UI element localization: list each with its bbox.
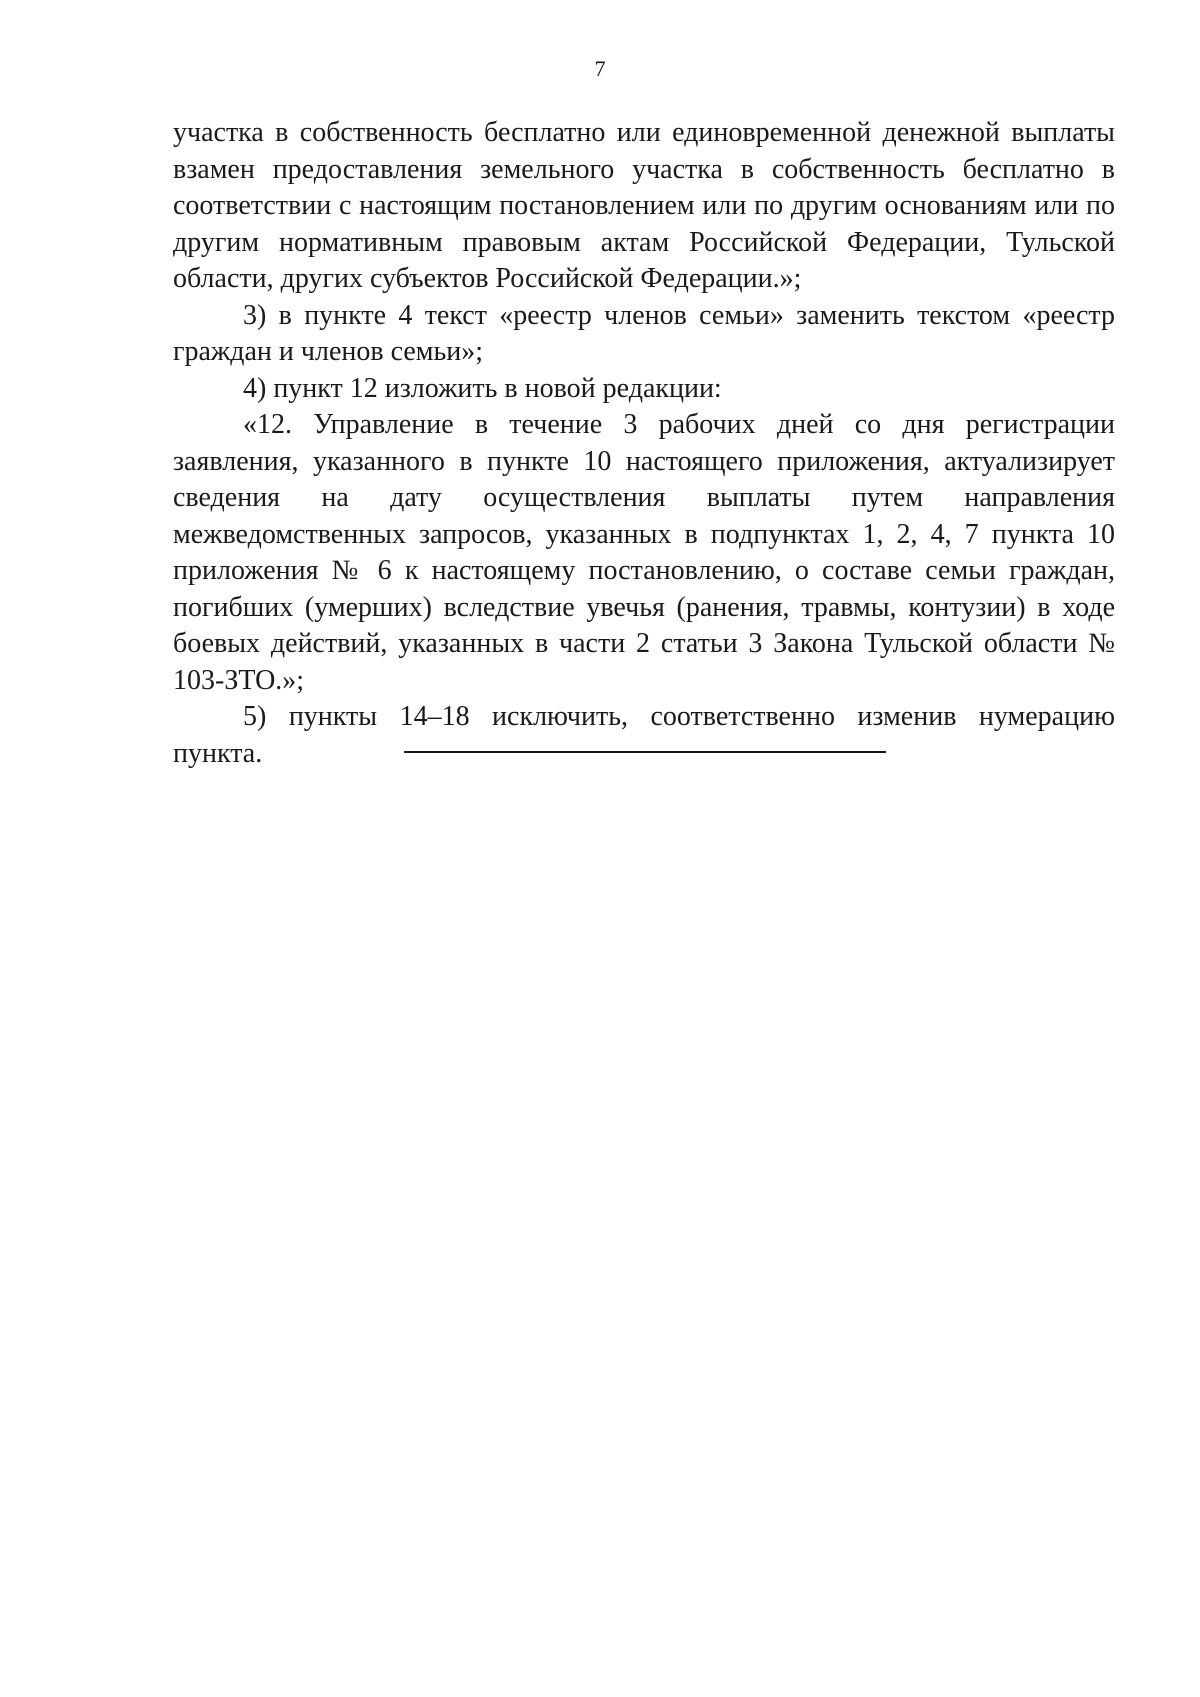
page-number: 7 [594, 56, 606, 81]
end-separator-line [404, 751, 886, 753]
paragraph-item-4: 4) пункт 12 изложить в новой редакции: [243, 372, 722, 404]
paragraph-item-3: 3) в пункте 4 текст «реестр членов семьи» заменить текстом «реестр граждан и членов семьи»; [173, 299, 1115, 367]
paragraph-item-5: 5) пункты 14–18 исключить, соответственно изменив нумерацию пункта. [173, 701, 1115, 769]
document-body [173, 115, 1115, 772]
paragraph-point-12-text: «12. Управление в течение 3 рабочих дней со дня регистрации заявления, указанного в пункте 10 настоящего приложения, актуализирует сведения на дату осуществления выплаты путем направления межведомственных запросов, указанных в подпунктах 1, 2, 4, 7 пункта 10 приложения № 6 к настоящему постановлению, о составе семьи граждан, погибших (умерших) вследствие увечья (ранения, травмы, контузии) в ходе боевых действий, указанных в части 2 статьи 3 Закона Тульской области № 103-ЗТО.»; [173, 409, 1115, 696]
paragraph-land-plot-continuation: участка в собственность бесплатно или единовременной денежной выплаты взамен предоставления земельного участка в собственность бесплатно в соответствии с настоящим постановлением или по другим основаниям или по другим нормативным правовым актам Российской Федерации, Тульской области, других субъектов Российской Федерации.»; [173, 117, 1115, 294]
